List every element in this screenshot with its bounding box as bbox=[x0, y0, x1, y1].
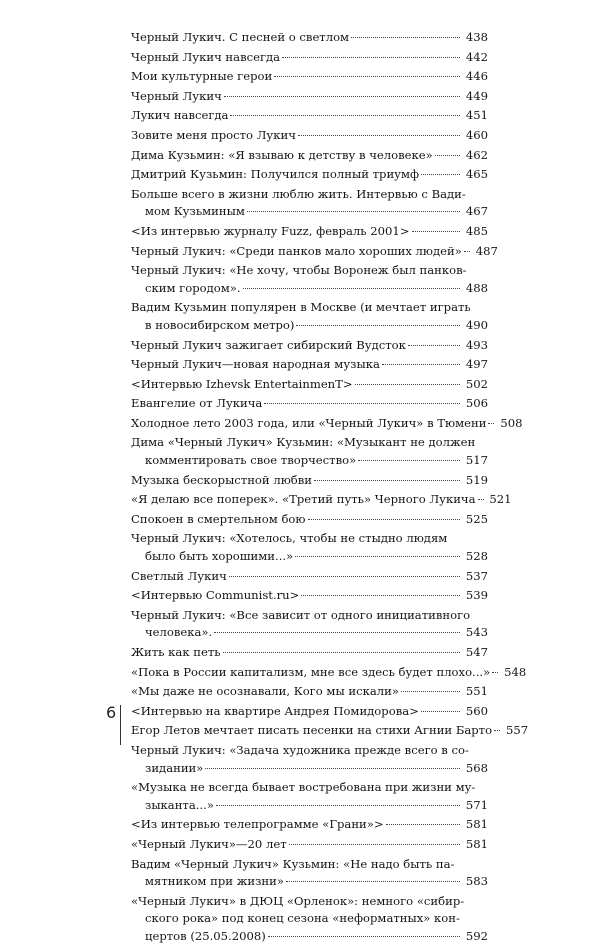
toc-entry-page: 449 bbox=[465, 88, 488, 103]
toc-entry-title: мятником при жизни» bbox=[145, 874, 284, 889]
toc-entry-page: 460 bbox=[465, 127, 488, 142]
toc-entry bbox=[131, 434, 488, 469]
margin-rule bbox=[120, 705, 121, 745]
toc-entry-page: 581 bbox=[465, 817, 488, 832]
toc-entry-page: 488 bbox=[465, 280, 488, 295]
toc-entry-title: Евангелие от Лукича bbox=[131, 396, 263, 411]
toc-entry-title: комментировать свое творчество» bbox=[145, 453, 357, 468]
toc-entry-page: 551 bbox=[465, 684, 488, 699]
toc-entry-page: 451 bbox=[465, 108, 488, 123]
toc-entry-title: зидании» bbox=[145, 760, 204, 775]
toc-entry-continuation bbox=[131, 548, 488, 566]
toc-entry-line bbox=[131, 395, 488, 413]
toc-entry-title: Черный Лукич. С песней о светлом bbox=[131, 30, 350, 44]
toc-entry-title: человека». bbox=[145, 625, 213, 640]
toc-entry bbox=[131, 356, 488, 374]
toc-entry bbox=[131, 337, 488, 355]
toc-entry-title: «Черный Лукич» в ДЮЦ «Орленок»: немного «сибир- bbox=[131, 893, 465, 908]
toc-entry-title: Жить как петь bbox=[131, 645, 221, 659]
toc-leader-dots bbox=[247, 211, 460, 212]
toc-entry-title: в новосибирском метро) bbox=[145, 317, 295, 332]
toc-entry-title: «Пока в России капитализм, мне все здесь будет плохо...» bbox=[131, 664, 491, 679]
toc-entry-page: 462 bbox=[465, 147, 488, 162]
toc-leader-dots bbox=[464, 251, 470, 252]
toc-entry bbox=[131, 816, 488, 834]
toc-entry-page: 519 bbox=[465, 472, 488, 487]
toc-entry-title: <Из интервью журналу Fuzz, февраль 2001> bbox=[131, 223, 410, 238]
toc-leader-dots bbox=[264, 403, 460, 404]
toc-entry bbox=[131, 644, 488, 662]
toc-entry bbox=[131, 243, 498, 261]
toc-entry-line bbox=[131, 88, 488, 106]
toc-entry-line bbox=[131, 147, 488, 165]
toc-entry bbox=[131, 166, 488, 184]
toc-leader-dots bbox=[421, 174, 460, 175]
toc-entry-continuation bbox=[131, 280, 488, 298]
toc-entry-title: Мои культурные герои bbox=[131, 69, 273, 84]
toc-entry-line bbox=[131, 415, 523, 433]
toc-leader-dots bbox=[268, 936, 460, 937]
toc-entry bbox=[131, 568, 488, 586]
toc-entry-line bbox=[131, 703, 488, 721]
toc-entry-line bbox=[131, 29, 488, 47]
toc-entry bbox=[131, 664, 527, 682]
toc-entry-line bbox=[131, 607, 488, 625]
toc-entry-page: 571 bbox=[465, 797, 488, 812]
toc-entry bbox=[131, 415, 523, 433]
toc-entry-title: Светлый Лукич bbox=[131, 568, 227, 583]
toc-entry-continuation bbox=[131, 797, 488, 815]
toc-entry bbox=[131, 395, 488, 413]
toc-entry-title: Черный Лукич навсегда bbox=[131, 49, 281, 64]
toc-entry-line bbox=[131, 337, 488, 355]
toc-entry-title: <Интервью Communist.ru> bbox=[131, 588, 300, 603]
toc-entry bbox=[131, 49, 488, 67]
toc-entry-title: было быть хорошими...» bbox=[145, 549, 294, 564]
toc-entry-page: 467 bbox=[465, 204, 488, 219]
toc-entry-page: 497 bbox=[465, 357, 488, 372]
toc-entry-title: цертов (25.05.2008) bbox=[145, 928, 266, 943]
toc-leader-dots bbox=[492, 672, 498, 673]
toc-entry-title: Больше всего в жизни люблю жить. Интервью с Вади- bbox=[131, 186, 466, 201]
toc-leader-dots bbox=[230, 115, 460, 116]
toc-entry-continuation bbox=[131, 452, 488, 470]
toc-entry bbox=[131, 530, 488, 565]
toc-entry-line bbox=[131, 166, 488, 184]
toc-entry-title: Черный Лукич: «Хотелось, чтобы не стыдно людям bbox=[131, 531, 448, 546]
toc-entry-page: 521 bbox=[489, 492, 512, 507]
toc-entry-line bbox=[131, 644, 488, 662]
toc-entry-title: зыканта...» bbox=[145, 797, 214, 812]
toc-leader-dots bbox=[386, 824, 460, 825]
toc-entry-line bbox=[131, 587, 488, 605]
toc-entry-page: 537 bbox=[465, 568, 488, 583]
toc-entry-title: Дима «Черный Лукич» Кузьмин: «Музыкант не должен bbox=[131, 435, 476, 450]
toc-entry bbox=[131, 262, 488, 297]
toc-entry-title: <Из интервью телепрограмме «Грани»> bbox=[131, 817, 384, 832]
toc-entry-page: 508 bbox=[500, 415, 523, 430]
toc-leader-dots bbox=[435, 155, 460, 156]
toc-leader-dots bbox=[401, 691, 460, 692]
toc-entry-title: Дмитрий Кузьмин: Получился полный триумф bbox=[131, 167, 420, 182]
toc-entry bbox=[131, 683, 488, 701]
toc-entry-title: <Интервью Izhevsk EntertainmenT> bbox=[131, 376, 353, 391]
toc-leader-dots bbox=[478, 499, 484, 500]
toc-entry-line bbox=[131, 186, 488, 204]
toc-leader-dots bbox=[295, 556, 460, 557]
toc-entry-title: «Мы даже не осознавали, Кого мы искали» bbox=[131, 684, 399, 699]
toc-entry-title: «Музыка не всегда бывает востребована при жизни му- bbox=[131, 780, 476, 795]
toc-leader-dots bbox=[382, 364, 460, 365]
toc-entry bbox=[131, 856, 488, 891]
toc-leader-dots bbox=[301, 595, 460, 596]
toc-entry-line bbox=[131, 68, 488, 86]
toc-entry-line bbox=[131, 722, 529, 740]
toc-entry-title: Вадим «Черный Лукич» Кузьмин: «Не надо быть па- bbox=[131, 856, 455, 871]
toc-leader-dots bbox=[488, 423, 494, 424]
toc-entry bbox=[131, 88, 488, 106]
toc-entry-page: 490 bbox=[465, 317, 488, 332]
toc-entry bbox=[131, 223, 488, 241]
toc-entry bbox=[131, 299, 488, 334]
toc-entry bbox=[131, 742, 488, 777]
toc-entry-continuation bbox=[131, 928, 488, 946]
toc-entry bbox=[131, 511, 488, 529]
toc-entry-title: Лукич навсегда bbox=[131, 108, 229, 123]
table-of-contents bbox=[131, 29, 529, 948]
toc-entry-line bbox=[131, 893, 488, 911]
toc-entry-page: 592 bbox=[465, 928, 488, 943]
toc-entry-title: Музыка бескорыстной любви bbox=[131, 472, 313, 487]
toc-entry bbox=[131, 376, 488, 394]
toc-entry-title: Черный Лукич: «Все зависит от одного инициативного bbox=[131, 607, 471, 622]
toc-entry-line bbox=[131, 262, 488, 280]
toc-entry-page: 517 bbox=[465, 453, 488, 468]
toc-entry-line bbox=[131, 664, 527, 682]
page-number: 6 bbox=[106, 703, 117, 722]
toc-entry-page: 485 bbox=[465, 223, 488, 238]
toc-entry-line bbox=[131, 223, 488, 241]
toc-entry-line bbox=[131, 299, 488, 317]
toc-entry bbox=[131, 703, 488, 721]
toc-entry-page: 528 bbox=[465, 549, 488, 564]
toc-leader-dots bbox=[286, 881, 460, 882]
toc-entry bbox=[131, 472, 488, 490]
toc-entry bbox=[131, 68, 488, 86]
toc-entry bbox=[131, 491, 512, 509]
toc-leader-dots bbox=[421, 711, 460, 712]
toc-entry-continuation bbox=[131, 317, 488, 335]
toc-entry-page: 539 bbox=[465, 588, 488, 603]
toc-leader-dots bbox=[355, 384, 460, 385]
toc-leader-dots bbox=[494, 730, 500, 731]
toc-entry-line bbox=[131, 530, 488, 548]
toc-entry-title: Черный Лукич зажигает сибирский Вудсток bbox=[131, 337, 406, 352]
toc-entry bbox=[131, 779, 488, 814]
toc-entry-line bbox=[131, 434, 488, 452]
toc-leader-dots bbox=[351, 37, 460, 38]
toc-entry-line bbox=[131, 127, 488, 145]
toc-entry-page: 493 bbox=[465, 337, 488, 352]
toc-entry-continuation bbox=[131, 760, 488, 778]
toc-leader-dots bbox=[229, 576, 460, 577]
toc-leader-dots bbox=[223, 652, 460, 653]
toc-leader-dots bbox=[224, 96, 460, 97]
toc-entry-line bbox=[131, 816, 488, 834]
toc-entry bbox=[131, 127, 488, 145]
toc-entry-title: Черный Лукич: «Задача художника прежде всего в со- bbox=[131, 742, 469, 757]
toc-entry-title: <Интервью на квартире Андрея Помидорова> bbox=[131, 703, 419, 718]
toc-leader-dots bbox=[205, 768, 460, 769]
toc-leader-dots bbox=[308, 519, 460, 520]
toc-entry-page: 583 bbox=[465, 874, 488, 889]
toc-entry-line bbox=[131, 683, 488, 701]
toc-entry bbox=[131, 29, 488, 47]
toc-entry-title: Черный Лукич—новая народная музыка bbox=[131, 357, 380, 372]
toc-entry-page: 502 bbox=[465, 376, 488, 391]
toc-entry-line bbox=[131, 243, 498, 261]
toc-entry-title: Спокоен в смертельном бою bbox=[131, 511, 306, 526]
toc-entry-title: ским городом». bbox=[145, 280, 241, 295]
toc-entry-page: 525 bbox=[465, 511, 488, 526]
toc-leader-dots bbox=[358, 460, 460, 461]
toc-leader-dots bbox=[412, 231, 461, 232]
toc-entry bbox=[131, 186, 488, 221]
toc-entry-line bbox=[131, 376, 488, 394]
toc-entry bbox=[131, 147, 488, 165]
toc-entry-page: 465 bbox=[465, 167, 488, 182]
toc-leader-dots bbox=[274, 76, 460, 77]
toc-entry-page: 581 bbox=[465, 836, 488, 851]
toc-leader-dots bbox=[282, 57, 460, 58]
toc-entry-line bbox=[131, 472, 488, 490]
toc-entry-title: Вадим Кузьмин популярен в Москве (и мечтает играть bbox=[131, 300, 471, 315]
toc-entry-page: 438 bbox=[465, 30, 488, 44]
toc-entry-line bbox=[131, 742, 488, 760]
toc-leader-dots bbox=[216, 805, 460, 806]
toc-entry-line bbox=[131, 779, 488, 797]
toc-leader-dots bbox=[289, 844, 460, 845]
toc-entry-page: 568 bbox=[465, 760, 488, 775]
toc-entry-page: 506 bbox=[465, 396, 488, 411]
toc-entry-title: Дима Кузьмин: «Я взываю к детству в человеке» bbox=[131, 147, 433, 162]
toc-entry-title: мом Кузьминым bbox=[145, 204, 245, 219]
toc-leader-dots bbox=[296, 325, 460, 326]
toc-leader-dots bbox=[243, 288, 460, 289]
toc-entry-title: Черный Лукич bbox=[131, 88, 222, 103]
toc-entry-title: Зовите меня просто Лукич bbox=[131, 127, 296, 142]
toc-entry-title: «Я делаю все поперек». «Третий путь» Черного Лукича bbox=[131, 492, 476, 507]
toc-entry bbox=[131, 722, 529, 740]
toc-entry bbox=[131, 893, 488, 946]
toc-entry-page: 442 bbox=[465, 49, 488, 64]
toc-entry-continuation bbox=[131, 910, 488, 928]
toc-entry-title: Егор Летов мечтает писать песенки на стихи Агнии Барто bbox=[131, 723, 493, 738]
toc-entry-line bbox=[131, 568, 488, 586]
toc-entry bbox=[131, 587, 488, 605]
toc-entry-page: 547 bbox=[465, 645, 488, 659]
toc-leader-dots bbox=[214, 632, 460, 633]
toc-entry-title: Холодное лето 2003 года, или «Черный Лукич» в Тюмени bbox=[131, 415, 487, 430]
toc-entry-continuation bbox=[131, 873, 488, 891]
toc-entry-line bbox=[131, 511, 488, 529]
toc-leader-dots bbox=[408, 345, 460, 346]
toc-entry-continuation bbox=[131, 203, 488, 221]
toc-entry-page: 446 bbox=[465, 69, 488, 84]
toc-entry-line bbox=[131, 836, 488, 854]
toc-entry-page: 543 bbox=[465, 625, 488, 640]
toc-entry-title: ского рока» под конец сезона «неформатных» кон- bbox=[145, 911, 460, 926]
toc-leader-dots bbox=[298, 135, 460, 136]
toc-entry bbox=[131, 107, 488, 125]
toc-entry-title: «Черный Лукич»—20 лет bbox=[131, 836, 287, 851]
toc-entry-page: 548 bbox=[504, 664, 527, 679]
toc-entry-line bbox=[131, 856, 488, 874]
toc-entry bbox=[131, 607, 488, 642]
toc-entry-line bbox=[131, 491, 512, 509]
toc-entry-page: 557 bbox=[505, 723, 529, 738]
toc-entry-line bbox=[131, 356, 488, 374]
toc-leader-dots bbox=[314, 480, 460, 481]
toc-entry bbox=[131, 836, 488, 854]
toc-entry-continuation bbox=[131, 624, 488, 642]
toc-entry-line bbox=[131, 49, 488, 67]
toc-entry-page: 487 bbox=[475, 243, 498, 258]
toc-entry-title: Черный Лукич: «Среди панков мало хороших людей» bbox=[131, 243, 462, 258]
toc-entry-page: 560 bbox=[465, 703, 488, 718]
toc-entry-line bbox=[131, 107, 488, 125]
toc-entry-title: Черный Лукич: «Не хочу, чтобы Воронеж был панков- bbox=[131, 263, 467, 278]
